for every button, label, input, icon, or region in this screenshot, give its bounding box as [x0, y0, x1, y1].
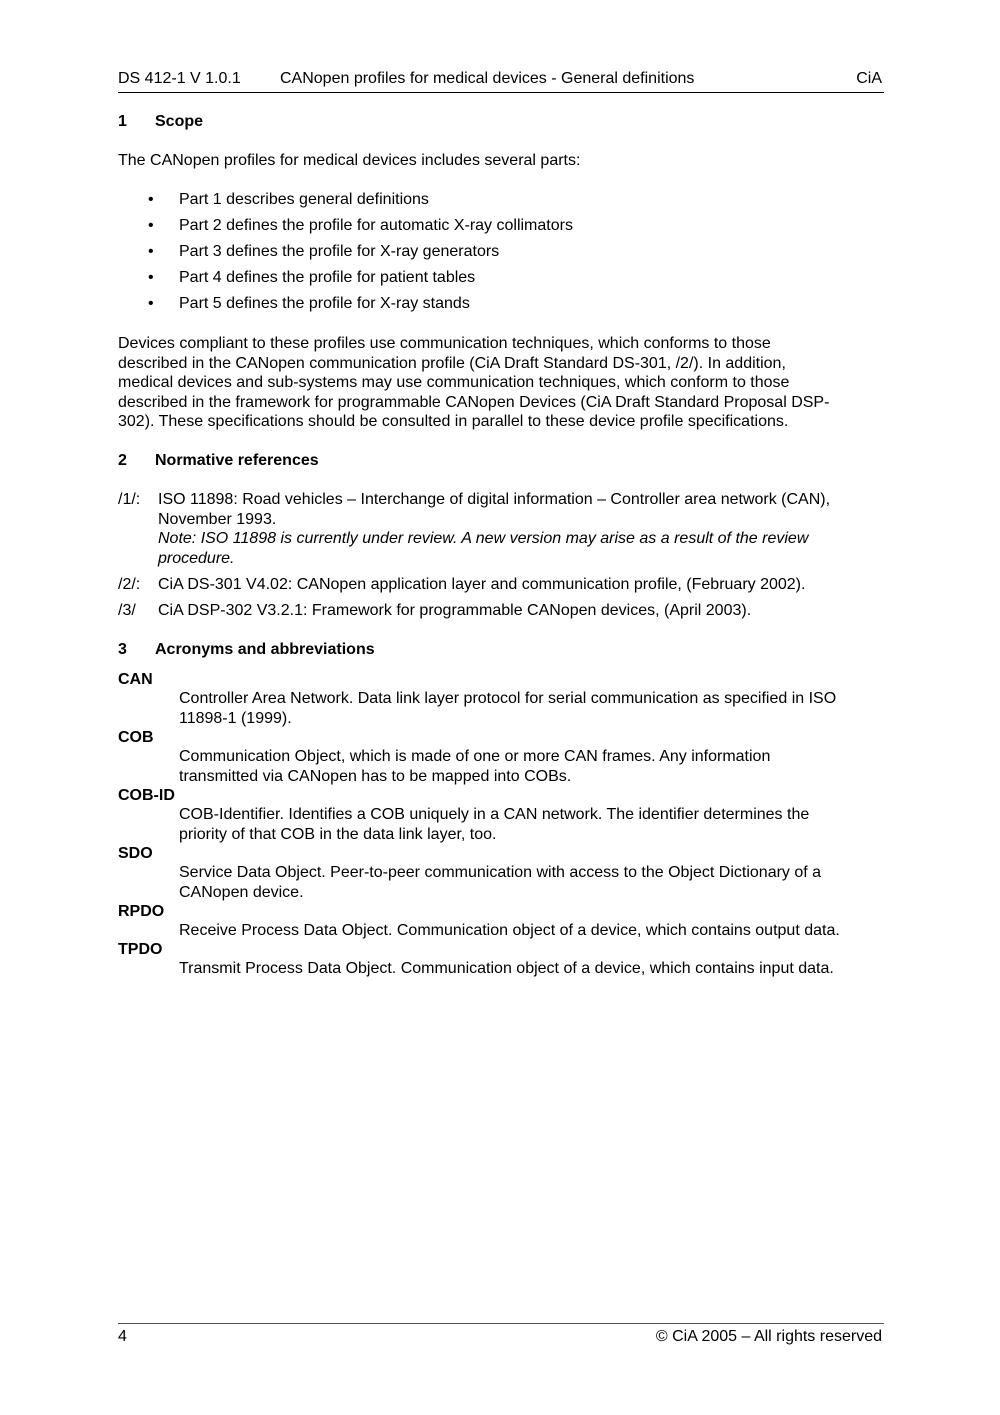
- header-organization: CiA: [856, 70, 882, 87]
- acronym-term: SDO: [118, 845, 153, 862]
- section-number: 2: [118, 452, 127, 469]
- header-document-id: DS 412-1 V 1.0.1: [118, 70, 241, 87]
- reference-label: /3/: [118, 602, 136, 619]
- definition-line: Controller Area Network. Data link layer protocol for serial communication as specified in ISO: [179, 690, 837, 707]
- paragraph-line: medical devices and sub-systems may use communication techniques, which conform to those: [118, 374, 790, 391]
- paragraph-line: 302). These specifications should be consulted in parallel to these device profile specifications.: [118, 413, 789, 430]
- scope-intro: The CANopen profiles for medical devices includes several parts:: [118, 152, 581, 169]
- section-title: Scope: [155, 113, 204, 130]
- section-title: Normative references: [155, 452, 319, 469]
- section-title: Acronyms and abbreviations: [155, 641, 375, 658]
- reference-body: [158, 490, 880, 568]
- page-footer: [118, 1323, 884, 1348]
- definition-line: COB-Identifier. Identifies a COB uniquely in a CAN network. The identifier determines the: [179, 806, 810, 823]
- bullet-icon: •: [148, 217, 154, 234]
- acronym-definition: [179, 689, 879, 728]
- reference-note-line: Note: ISO 11898 is currently under review. A new version may arise as a result of the review: [158, 530, 809, 547]
- list-item-text: Part 5 defines the profile for X-ray stands: [179, 295, 470, 312]
- acronym-definition: [179, 863, 879, 902]
- acronym-term: TPDO: [118, 941, 163, 958]
- reference-line: CiA DSP-302 V3.2.1: Framework for programmable CANopen devices, (April 2003).: [158, 602, 752, 619]
- list-item: [118, 190, 878, 216]
- definition-line: priority of that COB in the data link layer, too.: [179, 825, 497, 843]
- acronym-term: RPDO: [118, 903, 165, 920]
- list-item-text: Part 2 defines the profile for automatic X-ray collimators: [179, 217, 573, 234]
- list-item-text: Part 1 describes general definitions: [179, 191, 429, 208]
- paragraph-line: described in the framework for programmable CANopen Devices (CiA Draft Standard Proposal DSP-: [118, 393, 830, 411]
- definition-line: Receive Process Data Object. Communication object of a device, which contains output data.: [179, 922, 840, 939]
- definition-line: CANopen device.: [179, 883, 304, 901]
- reference-label: /2/:: [118, 576, 141, 593]
- parts-list: [118, 190, 878, 320]
- list-item-text: Part 3 defines the profile for X-ray generators: [179, 243, 500, 260]
- reference-note-line: procedure.: [158, 549, 235, 567]
- definition-line: Service Data Object. Peer-to-peer communication with access to the Object Dictionary of a: [179, 864, 822, 881]
- bullet-icon: •: [148, 269, 154, 286]
- section-number: 1: [118, 113, 127, 130]
- reference-line: CiA DS-301 V4.02: CANopen application layer and communication profile, (February 2002).: [158, 576, 806, 593]
- definition-line: Communication Object, which is made of one or more CAN frames. Any information: [179, 748, 771, 765]
- acronym-term: COB-ID: [118, 787, 175, 804]
- acronym-term: CAN: [118, 671, 153, 688]
- definition-line: 11898-1 (1999).: [179, 709, 292, 727]
- reference-label: /1/:: [118, 491, 141, 508]
- page-header: [118, 68, 884, 93]
- reference-body: [158, 601, 880, 621]
- bullet-icon: •: [148, 295, 154, 312]
- definition-line: transmitted via CANopen has to be mapped into COBs.: [179, 767, 572, 785]
- section-number: 3: [118, 641, 127, 658]
- reference-line: ISO 11898: Road vehicles – Interchange of digital information – Controller area network (CAN),: [158, 491, 831, 508]
- header-title: CANopen profiles for medical devices - General definitions: [280, 70, 695, 87]
- acronym-definition: [179, 921, 879, 941]
- copyright-notice: © CiA 2005 – All rights reserved: [655, 1328, 882, 1345]
- definition-line: Transmit Process Data Object. Communication object of a device, which contains input data.: [179, 960, 834, 977]
- list-item: [118, 242, 878, 268]
- paragraph-line: Devices compliant to these profiles use communication techniques, which conforms to those: [118, 335, 771, 352]
- reference-body: [158, 575, 880, 595]
- page-number: 4: [118, 1328, 127, 1345]
- bullet-icon: •: [148, 243, 154, 260]
- list-item-text: Part 4 defines the profile for patient tables: [179, 269, 476, 286]
- list-item: [118, 268, 878, 294]
- reference-line: November 1993.: [158, 510, 277, 528]
- acronym-definition: [179, 959, 879, 979]
- paragraph-line: described in the CANopen communication profile (CiA Draft Standard DS-301, /2/). In addition,: [118, 354, 786, 372]
- list-item: [118, 216, 878, 242]
- bullet-icon: •: [148, 191, 154, 208]
- compliance-paragraph: [118, 334, 878, 432]
- acronym-definition: [179, 747, 879, 786]
- acronym-definition: [179, 805, 879, 844]
- list-item: [118, 294, 878, 320]
- acronym-term: COB: [118, 729, 154, 746]
